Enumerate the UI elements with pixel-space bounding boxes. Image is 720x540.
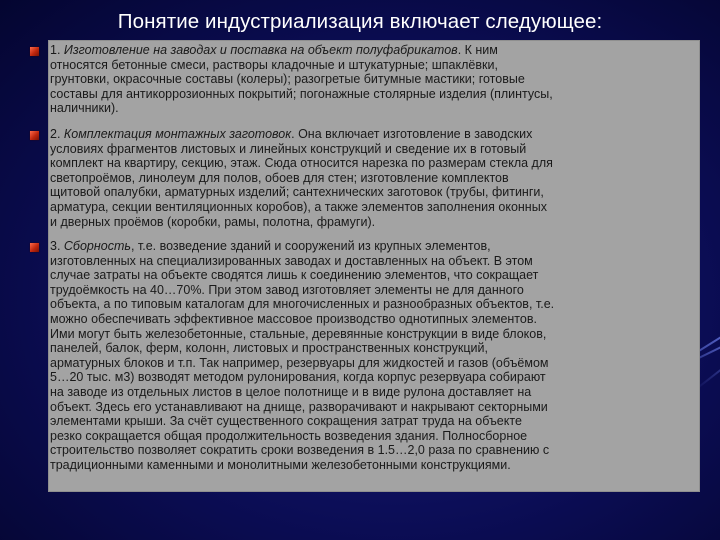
text-line: условиях фрагментов листовых и линейных конструкций и сведение их в готовый [50,141,527,156]
text-line: строительство позволяет сократить сроки возведения в 1.5…2,0 раза по сравнению с [50,443,550,458]
text-line: составы для антикоррозионных покрытий; погонажные столярные изделия (плинтусы, [50,86,553,101]
item-term: Изготовление на заводах и поставка на объект полуфабрикатов [63,43,458,57]
text-line: 5…20 тыс. м3) возводят методом рулонирования, когда корпус резервуара собирают [50,370,546,385]
bullet-square-icon [30,131,39,140]
item-term: Комплектация монтажных заготовок [63,127,292,141]
text-line: объекта, а по типовым каталогам для многочисленных и разнообразных объектов, т.е. [50,297,555,312]
text-line: арматурных блоков и т.п. Так например, резервуары для жидкостей и газов (объёмом [50,355,549,370]
text-line: элементами крыши. За счёт существенного сокращения затрат труда на объекте [50,414,522,429]
slide-title: Понятие индустриализация включает следующее: [117,10,603,33]
text-line: объект. Здесь его устанавливают на днище, разворачивают и накрывают секторными [50,399,548,414]
bullet-square-icon [30,243,39,252]
text-line: 3. Сборность, т.е. возведение зданий и сооружений из крупных элементов, [50,239,491,253]
text-line: 2. Комплектация монтажных заготовок. Она включает изготовление в заводских [50,127,533,141]
text-line: традиционными каменными и монолитными железобетонными конструкциями. [50,457,511,472]
text-line: наличники). [50,101,119,116]
text-line: резко сокращается общая продолжительность возведения здания. Полносборное [50,428,528,443]
text-line: арматура, секции вентиляционных коробов), а также элементов заполнения оконных [50,199,547,214]
text-line: щитовой опалубки, арматурных изделий; сантехнических заготовок (трубы, фитинги, [50,185,544,200]
text-line: комплект на квартиру, секцию, этаж. Сюда относится нарезка по размерам стекла для [50,156,553,171]
text-line: на заводе из отдельных листов в целое полотнище и в виде рулона доставляет на [50,384,532,399]
text-line: случае затраты на объекте сводятся лишь к соединению элементов, что сокращает [50,268,539,283]
item-term: Сборность [63,239,131,253]
text-line: и дверных проёмов (коробки, рамы, полотна, фрамуги). [50,214,376,229]
text-line: относятся бетонные смеси, растворы кладочные и штукатурные; шпаклёвки, [50,57,498,72]
text-line: изготовленных на специализированных заводах и доставленных на объект. В этом [50,253,533,268]
text-line: панелей, балок, ферм, колонн, листовых и пространственных конструкций, [50,341,488,356]
list-item-2 [48,127,700,229]
text-line: грунтовки, окрасочные составы (колеры); разогретые битумные мастики; готовые [50,72,525,87]
text-line: Ими могут быть железобетонные, стальные, деревянные конструкции в виде блоков, [50,326,547,341]
text-line: 1. Изготовление на заводах и поставка на объект полуфабрикатов. К ним [50,43,498,57]
text-line: трудоёмкость на 40…70%. При этом завод изготовляет элементы не для данного [50,282,524,297]
bullet-square-icon [30,47,39,56]
slide-body [48,40,700,492]
list-item-1 [48,43,700,116]
text-line: можно обеспечивать эффективное массовое производство однотипных элементов. [50,311,537,326]
text-line: светопроёмов, линолеум для полов, обоев для стен; изготовление комплектов [50,170,509,185]
list-item-3 [48,239,700,473]
